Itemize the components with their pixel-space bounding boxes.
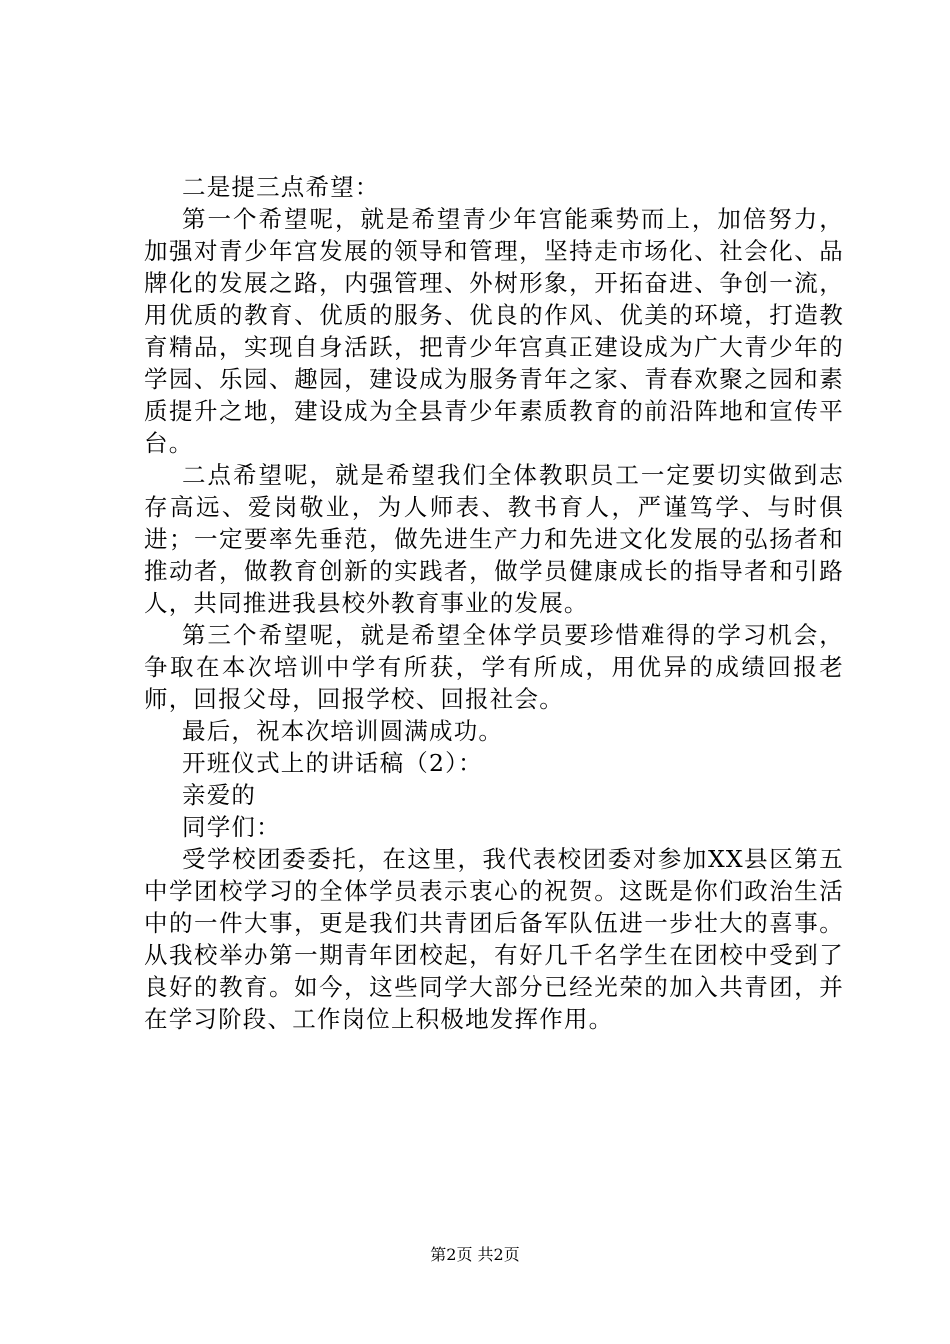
salutation-line-2: 同学们： — [182, 813, 281, 841]
section-title-speech-2: 开班仪式上的讲话稿（2）： — [182, 749, 483, 777]
page-number-footer: 第2页 共2页 — [430, 1245, 520, 1264]
paragraph-third-hope: 第三个希望呢，就是希望全体学员要珍惜难得的学习机会，争取在本次培训中学有所获，学有所成，用优异的成绩回报老师，回报父母，回报学校、回报社会。 — [144, 621, 844, 713]
paragraph-closing-wish: 最后，祝本次培训圆满成功。 — [182, 717, 504, 745]
paragraph-first-hope: 第一个希望呢，就是希望青少年宫能乘势而上，加倍努力，加强对青少年宫发展的领导和管理，坚持走市场化、社会化、品牌化的发展之路，内强管理、外树形象，开拓奋进、争创一流，用优质的教育、优质的服务、优良的作风、优美的环境，打造教育精品，实现自身活跃，把青少年宫真正建设成为广大青少年的学园、乐园、趣园，建设成为服务青年之家、青春欢聚之园和素质提升之地，建设成为全县青少年素质教育的前沿阵地和宣传平台。 — [144, 205, 844, 457]
paragraph-second-hope: 二点希望呢，就是希望我们全体教职员工一定要切实做到志存高远、爱岗敬业，为人师表、教书育人，严谨笃学、与时俱进；一定要率先垂范，做先进生产力和先进文化发展的弘扬者和推动者，做教育创新的实践者，做学员健康成长的指导者和引路人，共同推进我县校外教育事业的发展。 — [144, 461, 844, 617]
document-body — [144, 171, 844, 1035]
salutation-line-1: 亲爱的 — [182, 781, 257, 809]
paragraph-hopes-intro: 二是提三点希望： — [182, 173, 380, 201]
paragraph-congratulation: 受学校团委委托，在这里，我代表校团委对参加XX县区第五中学团校学习的全体学员表示衷心的祝贺。这既是你们政治生活中的一件大事，更是我们共青团后备军队伍进一步壮大的喜事。从我校举办第一期青年团校起，有好几千名学生在团校中受到了良好的教育。如今，这些同学大部分已经光荣的加入共青团，并在学习阶段、工作岗位上积极地发挥作用。 — [144, 845, 844, 1033]
